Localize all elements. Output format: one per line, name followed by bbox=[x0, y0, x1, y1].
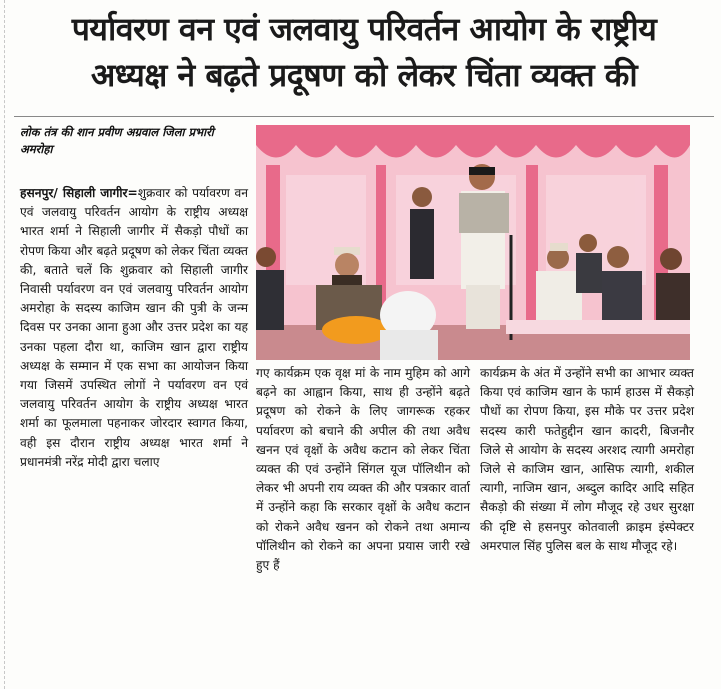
news-photo bbox=[256, 125, 690, 360]
byline: लोक तंत्र की शान प्रवीण अग्रवाल जिला प्रभारी अमरोहा bbox=[20, 125, 214, 156]
article-column-2: गए कार्यक्रम एक वृक्ष मां के नाम मुहिम को आगे बढ़ने का आह्वान किया, साथ ही उन्होंने बढ़ते प्रदूषण को रोकने के लिए जागरूक रहकर पर्यावरण को बचाने की अपील की तथा अवैध खनन एवं वृक्षों के अवैध कटान को लेकर चिंता व्यक्त की एवं उन्होंने सिंगल यूज पॉलिथीन को लेकर भी अपनी राय व्यक्त की और पत्रकार वार्ता में उन्होंने कहा कि सरकार वृक्षों के अवैध कटान को रोकने अवैध खनन को रोकने तथा अमान्य पॉलिथीन को रोकने का अपना प्रयास जारी रखे हुए हैं bbox=[256, 366, 470, 573]
headline-line-1: पर्यावरण वन एवं जलवायु परिवर्तन आयोग के राष्ट्रीय bbox=[71, 10, 657, 48]
headline-rule bbox=[14, 116, 714, 117]
article-column-1 bbox=[20, 184, 248, 472]
column-1-text: शुक्रवार को पर्यावरण वन एवं जलवायु परिवर्तन आयोग के राष्ट्रीय अध्यक्ष भारत शर्मा ने सिहाली जागीर में सैकड़ो पौधों का रोपण किया और बढ़ते प्रदूषण को लेकर चिंता व्यक्त की, बताते चलें कि शुक्रवार को सिहाली जागीर निवासी पर्यावरण वन एवं जलवायु परिवर्तन आयोग अमरोहा के सदस्य काजिम खान की पुत्री के जन्म दिवस पर उनका आना हुआ और उत्तर प्रदेश का यह उनका पहला दौरा था, काजिम खान द्वारा राष्ट्रीय अध्यक्ष के सम्मान में एक सभा का आयोजन किया गया जिसमें उपस्थित लोगों ने पर्यावरण वन एवं जलवायु परिवर्तन आयोग के राष्ट्रीय अध्यक्ष भारत शर्मा का फूलमाला पहनाकर जोरदार स्वागत किया, वही इस दौरान राष्ट्रीय अध्यक्ष भारत शर्मा ने प्रधानमंत्री नरेंद्र मोदी द्वारा चलाए bbox=[20, 186, 248, 469]
page-edge-divider bbox=[4, 0, 5, 689]
event-photo-illustration bbox=[256, 125, 690, 360]
headline-line-2: अध्यक्ष ने बढ़ते प्रदूषण को लेकर चिंता व्यक्त की bbox=[90, 56, 638, 94]
article-column-3: कार्यक्रम के अंत में उन्होंने सभी का आभार व्यक्त किया एवं काजिम खान के फार्म हाउस में सैकड़ो पौधों का रोपण किया, इस मौके पर उत्तर प्रदेश सदस्य कारी फतेहुद्दीन खान कादरी, बिजनौर जिले से आयोग के सदस्य अरशद त्यागी अमरोहा जिले से काजिम खान, आसिफ त्यागी, शकील त्यागी, नाजिम खान, अब्दुल कादिर आदि सहित सैकड़ो की संख्या में लोग मौजूद रहे उधर सुरक्षा की दृष्टि से हसनपुर कोतवाली क्राइम इंस्पेक्टर अमरपाल सिंह पुलिस बल के साथ मौजूद रहे। bbox=[480, 366, 694, 553]
dateline: हसनपुर/ सिहाली जागीर= bbox=[20, 186, 138, 200]
headline bbox=[14, 6, 714, 98]
